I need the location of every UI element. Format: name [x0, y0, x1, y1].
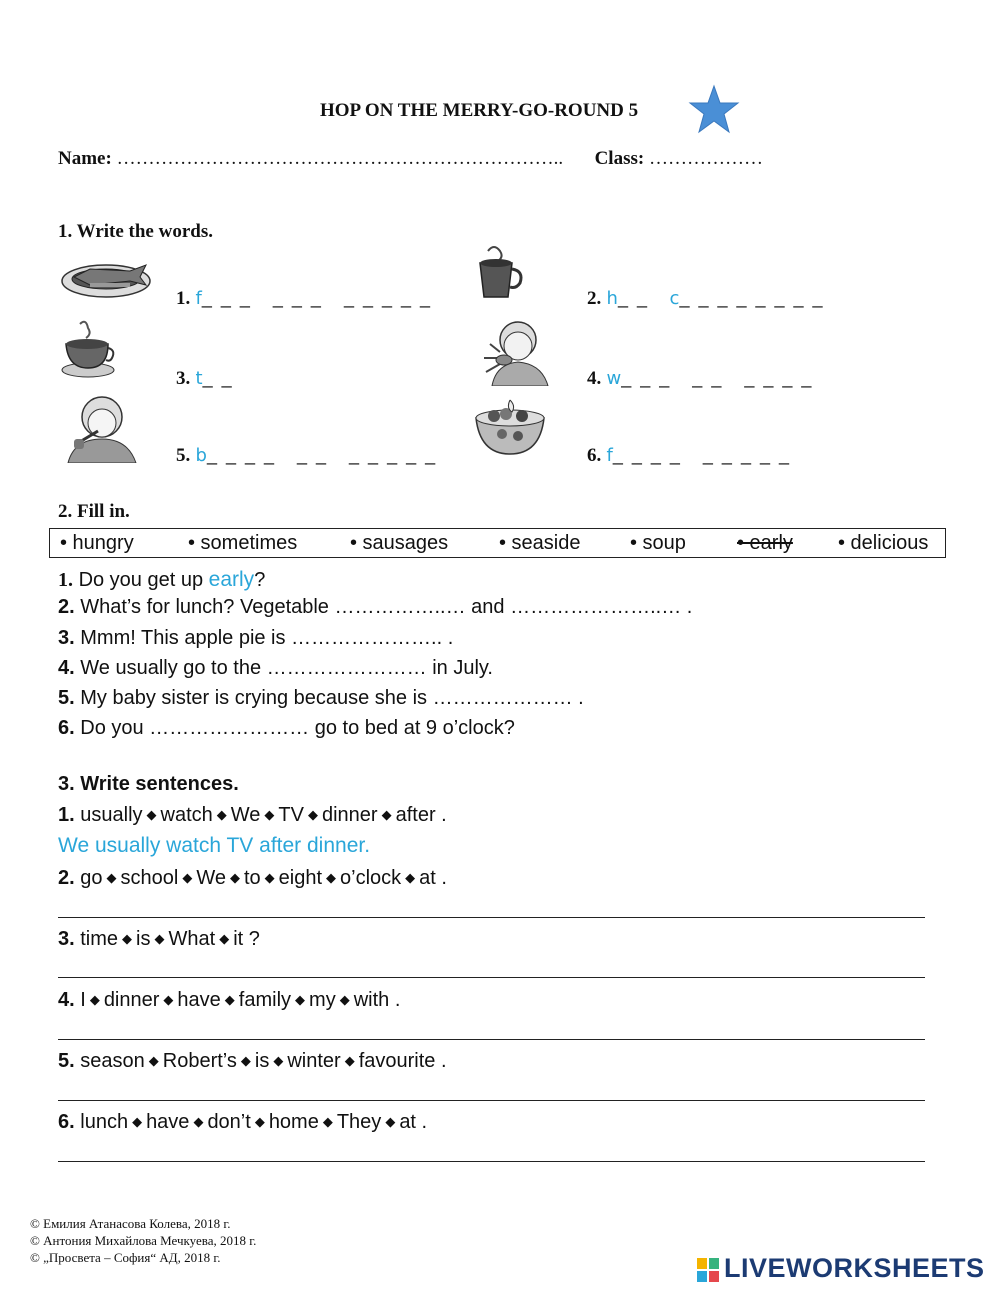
word: eight	[278, 867, 323, 889]
question-text: Do you get up	[78, 569, 209, 591]
diamond-icon: ◆	[264, 807, 275, 822]
word: I	[80, 989, 86, 1011]
question-number: 4.	[58, 989, 75, 1011]
item-number: 5.	[176, 445, 191, 466]
item-number: 4.	[587, 368, 602, 389]
word: go	[80, 867, 103, 889]
question-number: 1.	[58, 804, 75, 826]
brush-teeth-icon	[64, 393, 138, 463]
given-letter: b	[195, 445, 207, 466]
diamond-icon: ◆	[146, 807, 157, 822]
given-letter: f	[606, 445, 613, 466]
answer-blanks[interactable]: _ _	[202, 368, 234, 388]
diamond-icon: ◆	[273, 1053, 284, 1068]
section3-heading: 3. Write sentences.	[58, 773, 239, 795]
item-number: 1.	[176, 288, 191, 309]
liveworksheets-logo-icon	[697, 1258, 719, 1282]
answer-line-3[interactable]	[58, 977, 925, 978]
answer-line-2[interactable]	[58, 917, 925, 918]
fill-question-4	[58, 657, 493, 680]
given-letter: w	[606, 368, 622, 389]
diamond-icon: ◆	[182, 870, 193, 885]
question-number: 3.	[58, 928, 75, 950]
word-item-4	[587, 368, 813, 390]
copyright-line: © Емилия Атанасова Колева, 2018 г.	[30, 1216, 231, 1231]
diamond-icon: ◆	[216, 807, 227, 822]
word-item-2	[587, 288, 825, 310]
word-item-5	[176, 445, 437, 467]
diamond-icon: ◆	[224, 992, 235, 1007]
answer-blanks[interactable]: _ _ _ _ _ _ _ _ _ _ _	[206, 445, 438, 465]
word: family	[238, 989, 292, 1011]
question-text[interactable]: We usually go to the …………………… in July.	[80, 657, 493, 679]
diamond-icon: ◆	[326, 870, 337, 885]
question-number: 4.	[58, 657, 75, 679]
diamond-icon: ◆	[219, 931, 230, 946]
word: o’clock	[340, 867, 402, 889]
diamond-icon: ◆	[106, 870, 117, 885]
word: lunch	[80, 1111, 129, 1133]
word-item-3	[176, 368, 234, 390]
fish-and-chips-icon	[60, 255, 152, 299]
given-letter: h	[606, 288, 618, 309]
answer-line-5[interactable]	[58, 1100, 925, 1101]
word-bank	[49, 528, 946, 558]
class-label: Class:	[594, 148, 645, 169]
name-row	[58, 148, 763, 170]
answer-line-6[interactable]	[58, 1161, 925, 1162]
given-letter: t	[195, 368, 203, 389]
item-number: 6.	[587, 445, 602, 466]
item-number: 2.	[587, 288, 602, 309]
word: to	[243, 867, 261, 889]
question-text[interactable]: Mmm! This apple pie is ………………….. .	[80, 627, 454, 649]
copyright-line: © „Просвета – София“ АД, 2018 г.	[30, 1250, 221, 1265]
word-bank-item: • hungry	[60, 532, 134, 554]
diamond-icon: ◆	[381, 807, 392, 822]
diamond-icon: ◆	[339, 992, 350, 1007]
word: my	[309, 989, 336, 1011]
word: season	[80, 1050, 145, 1072]
answer-blanks[interactable]: _ _ _ _ _ _ _ _ _	[621, 368, 814, 388]
answer-blanks[interactable]: _ _ _ _ _ _ _ _ _	[612, 445, 791, 465]
given-letter: f	[195, 288, 202, 309]
word: We	[230, 804, 261, 826]
answer-blanks[interactable]: _ _ _ _ _ _ _ _ _ _ _	[201, 288, 433, 308]
word: TV	[278, 804, 304, 826]
word-item-6	[587, 445, 791, 467]
sentence-question-4	[58, 989, 400, 1012]
fill-question-3	[58, 627, 453, 650]
question-number: 6.	[58, 717, 75, 739]
question-number: 3.	[58, 627, 75, 649]
liveworksheets-logo[interactable]: LIVEWORKSHEETS	[724, 1253, 985, 1283]
diamond-icon: ◆	[240, 1053, 251, 1068]
word: it ?	[233, 928, 260, 950]
word-bank-item: • sausages	[350, 532, 449, 554]
word: home	[268, 1111, 319, 1133]
diamond-icon: ◆	[122, 931, 133, 946]
diamond-icon: ◆	[295, 992, 306, 1007]
section1-heading: 1. Write the words.	[58, 221, 213, 242]
word: Robert’s	[162, 1050, 237, 1072]
sentence-question-2	[58, 867, 447, 890]
word-bank-item-used: • early	[737, 532, 793, 554]
fill-question-2	[58, 596, 692, 619]
diamond-icon: ◆	[405, 870, 416, 885]
question-number: 6.	[58, 1111, 75, 1133]
diamond-icon: ◆	[264, 870, 275, 885]
word-bank-item: • delicious	[838, 532, 929, 554]
word: dinner	[103, 989, 160, 1011]
given-letter: c	[669, 288, 680, 309]
word: dinner	[321, 804, 378, 826]
diamond-icon: ◆	[322, 1114, 333, 1129]
worksheet-title: HOP ON THE MERRY-GO-ROUND 5	[320, 100, 639, 121]
fill-question-6	[58, 717, 515, 740]
word: have	[146, 1111, 190, 1133]
tea-cup-icon	[58, 320, 116, 380]
sentence-question-1	[58, 804, 447, 827]
diamond-icon: ◆	[163, 992, 174, 1007]
diamond-icon: ◆	[89, 992, 100, 1007]
word: usually	[80, 804, 143, 826]
question-text: ?	[254, 569, 266, 591]
question-number: 2.	[58, 867, 75, 889]
question-number: 1.	[58, 569, 73, 591]
copyright-line: © Антония Михайлова Мечкуева, 2018 г.	[30, 1233, 257, 1248]
question-text[interactable]: Do you …………………… go to bed at 9 o’clock?	[80, 717, 515, 739]
word: watch	[160, 804, 213, 826]
diamond-icon: ◆	[385, 1114, 396, 1129]
fill-question-5	[58, 687, 584, 710]
answer-line-4[interactable]	[58, 1039, 925, 1040]
name-label: Name:	[58, 148, 112, 169]
word: at .	[399, 1111, 428, 1133]
word: is	[254, 1050, 270, 1072]
section2-heading: 2. Fill in.	[58, 501, 130, 522]
word: time	[80, 928, 119, 950]
diamond-icon: ◆	[254, 1114, 265, 1129]
diamond-icon: ◆	[229, 870, 240, 885]
word: is	[136, 928, 151, 950]
word: favourite .	[358, 1050, 447, 1072]
diamond-icon: ◆	[307, 807, 318, 822]
sentence-answer-1[interactable]: We usually watch TV after dinner.	[58, 834, 371, 857]
hot-chocolate-mug-icon	[474, 243, 526, 301]
star-icon	[688, 84, 740, 136]
sentence-question-5	[58, 1050, 447, 1073]
word-bank-item: • sometimes	[188, 532, 298, 554]
answer-text[interactable]: early	[208, 568, 255, 591]
diamond-icon: ◆	[193, 1114, 204, 1129]
answer-blanks[interactable]: _ _	[617, 288, 649, 308]
question-number: 5.	[58, 1050, 75, 1072]
diamond-icon: ◆	[148, 1053, 159, 1068]
word-item-1	[176, 288, 432, 310]
question-text[interactable]: My baby sister is crying because she is ………………… .	[80, 687, 584, 709]
fill-question-1	[58, 568, 265, 592]
word-bank-item: • soup	[630, 532, 686, 554]
item-number: 3.	[176, 368, 191, 389]
word: after .	[395, 804, 447, 826]
sentence-question-6	[58, 1111, 427, 1134]
word: They	[336, 1111, 382, 1133]
word: What	[168, 928, 216, 950]
word: don’t	[207, 1111, 251, 1133]
word: school	[120, 867, 179, 889]
question-number: 2.	[58, 596, 75, 618]
sentence-question-3	[58, 928, 260, 951]
word: with .	[353, 989, 401, 1011]
word: winter	[287, 1050, 341, 1072]
diamond-icon: ◆	[132, 1114, 143, 1129]
name-dots[interactable]: ……………………………………………………………..	[116, 148, 564, 169]
question-text[interactable]: What’s for lunch? Vegetable ……………..… and …………………..… .	[80, 596, 693, 618]
word: at .	[419, 867, 447, 889]
word-bank-item: • seaside	[499, 532, 581, 554]
answer-blanks[interactable]: _ _ _ _ _ _ _ _	[679, 288, 825, 308]
diamond-icon: ◆	[154, 931, 165, 946]
fruit-salad-icon	[472, 396, 548, 456]
class-dots[interactable]: ………………	[648, 148, 763, 169]
wash-face-icon	[472, 318, 552, 386]
question-number: 5.	[58, 687, 75, 709]
diamond-icon: ◆	[344, 1053, 355, 1068]
word: We	[196, 867, 226, 889]
word: have	[177, 989, 221, 1011]
